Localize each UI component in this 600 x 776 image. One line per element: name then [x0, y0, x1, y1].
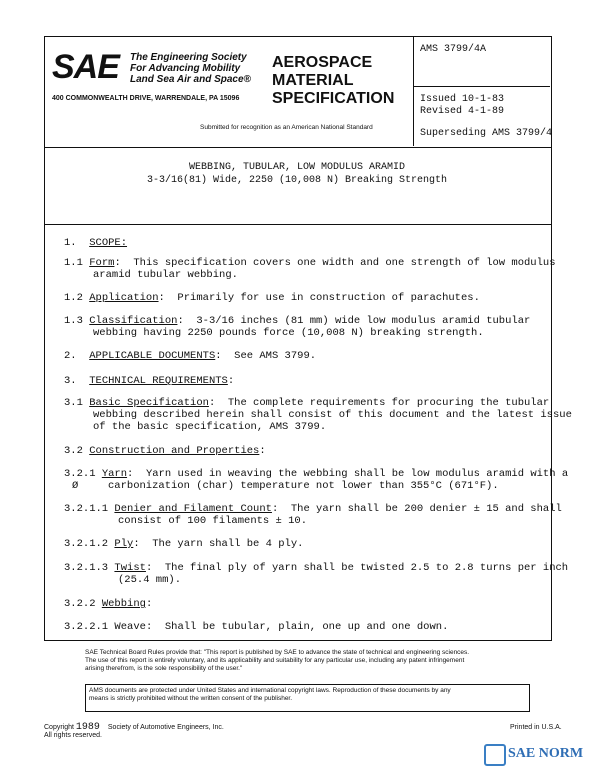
section-1-2: 1.2 Application: Primarily for use in construction of parachutes. [64, 292, 480, 304]
section-1: 1. SCOPE: [64, 237, 128, 249]
rights-reserved: All rights reserved. [44, 732, 102, 739]
section-1-3-cont: webbing having 2250 pounds force (10,008 N) breaking strength. [93, 327, 484, 339]
section-1-1: 1.1 Form: This specification covers one width and one strength of low modulus [64, 257, 556, 269]
superseding: Superseding AMS 3799/4 [420, 128, 553, 139]
technical-board-rules: SAE Technical Board Rules provide that: "This report is published by SAE to advance the state of technical and engineering sciences. The use of this report is entirely voluntary, and its applicability and suitability for any particular use, including any patent infringement arising therefrom, is the sole responsibility of the user." [85, 649, 470, 672]
document-type-title: AEROSPACE MATERIAL SPECIFICATION [272, 54, 395, 107]
section-3-2: 3.2 Construction and Properties: [64, 445, 266, 457]
section-3-2-1-1: 3.2.1.1 Denier and Filament Count: The yarn shall be 200 denier ± 15 and shall [64, 503, 562, 515]
section-3-2-1-cont: carbonization (char) temperature not lower than 355°C (671°F). [108, 480, 499, 492]
change-mark: Ø [72, 480, 79, 492]
section-3-2-1-2: 3.2.1.2 Ply: The yarn shall be 4 ply. [64, 538, 304, 550]
printed-in: Printed in U.S.A. [510, 724, 562, 731]
section-3: 3. TECHNICAL REQUIREMENTS: [64, 375, 235, 387]
section-1-3: 1.3 Classification: 3-3/16 inches (81 mm) wide low modulus aramid tubular [64, 315, 531, 327]
sae-logo: SAE [52, 48, 119, 86]
section-3-2-1-1-cont: consist of 100 filaments ± 10. [118, 515, 308, 527]
section-2: 2. APPLICABLE DOCUMENTS: See AMS 3799. [64, 350, 317, 362]
spec-number: AMS 3799/4A [420, 44, 487, 55]
section-3-1: 3.1 Basic Specification: The complete requirements for procuring the tubular [64, 397, 550, 409]
section-3-2-2-1: 3.2.2.1 Weave: Shall be tubular, plain, one up and one down. [64, 621, 449, 633]
divider [413, 86, 550, 87]
society-tagline: The Engineering Society For Advancing Mobility Land Sea Air and Space® [130, 52, 251, 85]
watermark: SAE NORM [508, 746, 584, 761]
issued-date: Issued 10-1-83 [420, 94, 505, 105]
section-3-1-cont: webbing described herein shall consist of this document and the latest issue [93, 409, 572, 421]
submitted-note: Submitted for recognition as an American National Standard [200, 124, 373, 131]
section-3-2-2: 3.2.2 Webbing: [64, 598, 153, 610]
spec-subtitle: 3-3/16(81) Wide, 2250 (10,008 N) Breaking Strength [146, 175, 448, 186]
sae-norm-logo-icon [484, 744, 506, 766]
section-3-1-cont2: of the basic specification, AMS 3799. [93, 421, 327, 433]
spec-title: WEBBING, TUBULAR, LOW MODULUS ARAMID [188, 162, 406, 173]
section-3-2-1-3-cont: (25.4 mm). [118, 574, 182, 586]
copyright-notice: AMS documents are protected under United States and international copyright laws. Reproduction of these documents by any means is strictly prohibited without the written consent of the publisher. [89, 687, 451, 702]
revised-date: Revised 4-1-89 [420, 106, 505, 117]
copyright-line: Copyright 1989 Society of Automotive Engineers, Inc. [44, 722, 224, 733]
address: 400 COMMONWEALTH DRIVE, WARRENDALE, PA 15096 [52, 95, 240, 102]
section-1-1-cont: aramid tubular webbing. [93, 269, 238, 281]
section-3-2-1-3: 3.2.1.3 Twist: The final ply of yarn shall be twisted 2.5 to 2.8 turns per inch [64, 562, 569, 574]
section-3-2-1: 3.2.1 Yarn: Yarn used in weaving the webbing shall be low modulus aramid with a [64, 468, 569, 480]
